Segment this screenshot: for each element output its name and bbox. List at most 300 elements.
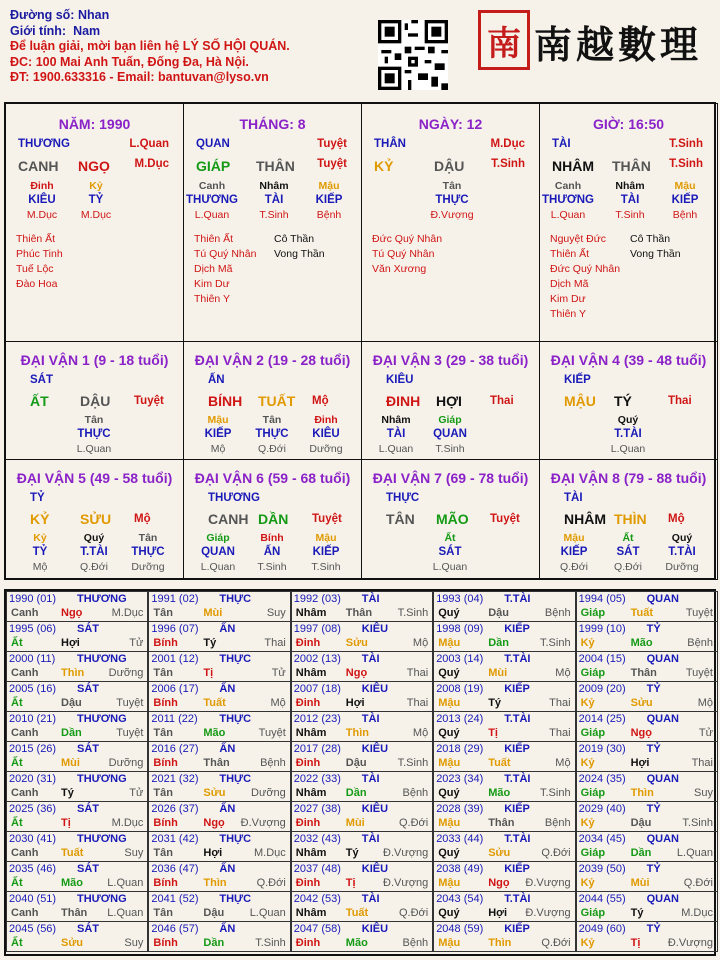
auspicious-star: Thiên Y bbox=[194, 293, 230, 305]
year-stem: Bính bbox=[153, 937, 178, 949]
year-life-stage: Mộ bbox=[412, 637, 429, 649]
ten-god: KIÊU bbox=[28, 194, 56, 206]
year-branch: Tý bbox=[203, 637, 217, 649]
year-star: SÁT bbox=[77, 863, 99, 875]
year-cell bbox=[148, 621, 290, 652]
year-label: 2019 (30) bbox=[578, 743, 626, 755]
hidden-stem: Nhâm bbox=[259, 180, 289, 192]
year-star: T.TÀI bbox=[504, 893, 531, 905]
year-star: THỰC bbox=[219, 833, 252, 845]
year-stem: Ất bbox=[11, 637, 23, 649]
year-cell bbox=[576, 891, 718, 922]
auspicious-star: Thiên Ất bbox=[550, 248, 590, 260]
dai-van-cell bbox=[183, 459, 362, 580]
year-branch: Tị bbox=[61, 817, 71, 829]
year-cell bbox=[6, 831, 148, 862]
year-cell bbox=[148, 801, 290, 832]
year-life-stage: Đ.Vượng bbox=[240, 817, 286, 829]
year-star: T.TÀI bbox=[504, 833, 531, 845]
dai-van-life-stage: L.Quan bbox=[76, 443, 112, 455]
dai-van-stem: ĐINH bbox=[386, 393, 421, 409]
year-branch: Thìn bbox=[61, 667, 85, 679]
year-stem: Tân bbox=[153, 727, 173, 739]
year-label: 1993 (04) bbox=[436, 593, 484, 605]
year-star: T.TÀI bbox=[504, 773, 531, 785]
year-star: KIẾP bbox=[504, 803, 530, 815]
year-branch: Tý bbox=[630, 907, 644, 919]
life-stage: Bệnh bbox=[672, 209, 698, 221]
auspicious-star: Đào Hoa bbox=[16, 278, 58, 290]
year-life-stage: Tuyệt bbox=[116, 727, 144, 739]
year-star: ẤN bbox=[219, 683, 236, 695]
year-label: 1990 (01) bbox=[9, 593, 57, 605]
year-life-stage: Suy bbox=[124, 937, 144, 949]
year-stem: Bính bbox=[153, 877, 178, 889]
year-stem: Canh bbox=[11, 607, 39, 619]
year-stem: Ất bbox=[11, 817, 23, 829]
dai-van-star: KIẾP bbox=[564, 374, 591, 386]
auspicious-star: Thiên Y bbox=[550, 308, 586, 320]
year-branch: Mão bbox=[203, 727, 226, 739]
dai-van-ten-god: ẤN bbox=[263, 546, 281, 558]
dai-van-branch: MÃO bbox=[436, 511, 469, 527]
dai-van-branch: DẦN bbox=[258, 511, 289, 527]
year-label: 2025 (36) bbox=[9, 803, 57, 815]
year-branch: Hợi bbox=[203, 847, 223, 859]
life-stage: M.Dục bbox=[80, 209, 112, 221]
year-stem: Đinh bbox=[295, 817, 321, 829]
year-label: 2003 (14) bbox=[436, 653, 484, 665]
year-star: KIÊU bbox=[361, 743, 389, 755]
ten-god: THỰC bbox=[435, 194, 469, 206]
yearly-table bbox=[4, 589, 716, 956]
dai-van-star: THỰC bbox=[386, 492, 420, 504]
year-life-stage: Thai bbox=[406, 667, 429, 679]
year-star: KIÊU bbox=[361, 803, 389, 815]
dai-van-star: THƯƠNG bbox=[208, 492, 260, 504]
life-stage: L.Quan bbox=[550, 209, 586, 221]
year-star: THƯƠNG bbox=[77, 773, 127, 785]
year-cell bbox=[6, 801, 148, 832]
year-star: KIẾP bbox=[504, 743, 530, 755]
dai-van-star: KIÊU bbox=[386, 374, 414, 386]
year-branch: Tị bbox=[345, 877, 356, 889]
dai-van-hidden-stem: Ất bbox=[444, 532, 456, 544]
year-life-stage: T.Sinh bbox=[397, 757, 429, 769]
year-life-stage: Bệnh bbox=[402, 787, 429, 799]
year-stem: Đinh bbox=[295, 877, 321, 889]
year-cell bbox=[433, 621, 575, 652]
year-branch: Tý bbox=[345, 847, 359, 859]
year-life-stage: Thai bbox=[406, 697, 429, 709]
year-cell bbox=[6, 591, 148, 622]
year-cell bbox=[576, 651, 718, 682]
year-label: 2014 (25) bbox=[578, 713, 626, 725]
year-label: 2000 (11) bbox=[9, 653, 56, 665]
dai-van-status: Tuyệt bbox=[490, 513, 520, 525]
year-star: TỶ bbox=[646, 623, 661, 635]
year-life-stage: Tử bbox=[129, 637, 144, 649]
dai-van-branch: SỬU bbox=[80, 511, 112, 527]
year-branch: Dần bbox=[61, 727, 82, 739]
year-star: ẤN bbox=[219, 863, 236, 875]
year-life-stage: Thai bbox=[264, 637, 286, 649]
year-label: 2041 (52) bbox=[151, 893, 199, 905]
year-cell bbox=[576, 771, 718, 802]
dai-van-life-stage: T.Sinh bbox=[435, 443, 465, 455]
year-branch: Dậu bbox=[61, 697, 82, 709]
year-cell bbox=[6, 741, 148, 772]
dai-van-hidden-stem: Ất bbox=[622, 532, 634, 544]
name-value: Nhan bbox=[77, 8, 110, 22]
year-stem: Quý bbox=[438, 847, 460, 859]
year-life-stage: Tuyệt bbox=[116, 697, 144, 709]
year-star: THƯƠNG bbox=[77, 893, 127, 905]
year-cell bbox=[291, 591, 433, 622]
year-cell bbox=[433, 651, 575, 682]
year-star: SÁT bbox=[77, 683, 99, 695]
year-star: TỶ bbox=[646, 803, 661, 815]
year-cell bbox=[433, 741, 575, 772]
year-cell bbox=[291, 681, 433, 712]
dai-van-stem: KỶ bbox=[30, 511, 50, 527]
year-label: 1994 (05) bbox=[578, 593, 626, 605]
year-branch: Ngọ bbox=[61, 607, 83, 619]
year-label: 2017 (28) bbox=[293, 743, 341, 755]
dai-van-branch: DẬU bbox=[80, 393, 111, 409]
year-branch: Dậu bbox=[345, 757, 367, 769]
year-life-stage: Đ.Vượng bbox=[525, 907, 571, 919]
dai-van-title: ĐẠI VẬN 2 (19 - 28 tuổi) bbox=[194, 352, 351, 368]
year-stem: Mậu bbox=[438, 697, 461, 709]
year-stem: Tân bbox=[153, 667, 173, 679]
year-star: KIÊU bbox=[361, 923, 389, 935]
year-stem: Tân bbox=[153, 847, 173, 859]
dai-van-hidden-stem: Bính bbox=[260, 532, 284, 544]
year-star: ẤN bbox=[219, 743, 236, 755]
year-branch: Ngọ bbox=[345, 667, 368, 679]
pillar-title: THÁNG: 8 bbox=[239, 116, 306, 132]
year-label: 2008 (19) bbox=[436, 683, 484, 695]
year-label: 2038 (49) bbox=[436, 863, 484, 875]
year-cell bbox=[6, 891, 148, 922]
pillar-title: NĂM: 1990 bbox=[58, 116, 131, 132]
year-label: 2011 (22) bbox=[151, 713, 198, 725]
year-star: SÁT bbox=[77, 803, 99, 815]
dai-van-life-stage: L.Quan bbox=[610, 443, 646, 455]
year-star: KIÊU bbox=[361, 623, 389, 635]
year-cell bbox=[291, 741, 433, 772]
year-life-stage: Bệnh bbox=[402, 937, 429, 949]
year-life-stage: Đ.Vượng bbox=[383, 847, 429, 859]
year-stem: Mậu bbox=[438, 757, 461, 769]
auspicious-star: Thiên Ất bbox=[194, 233, 234, 245]
year-cell bbox=[6, 711, 148, 742]
year-label: 1992 (03) bbox=[293, 593, 341, 605]
year-label: 2045 (56) bbox=[9, 923, 57, 935]
dai-van-life-stage: L.Quan bbox=[432, 561, 468, 573]
year-star: T.TÀI bbox=[504, 593, 531, 605]
dai-van-status: Mộ bbox=[134, 513, 151, 525]
year-stem: Giáp bbox=[580, 847, 606, 859]
year-stem: Kỷ bbox=[580, 937, 595, 949]
year-stem: Canh bbox=[11, 847, 39, 859]
year-life-stage: Bệnh bbox=[544, 817, 571, 829]
year-stem: Đinh bbox=[295, 697, 321, 709]
year-life-stage: T.Sinh bbox=[397, 607, 429, 619]
year-stem: Giáp bbox=[580, 667, 606, 679]
year-branch: Dần bbox=[345, 787, 367, 799]
earthly-branch: DẬU bbox=[434, 158, 465, 174]
year-stem: Kỷ bbox=[580, 877, 595, 889]
dai-van-life-stage: T.Sinh bbox=[257, 561, 287, 573]
ten-god: THƯƠNG bbox=[542, 194, 594, 206]
year-cell bbox=[576, 591, 718, 622]
year-stem: Canh bbox=[11, 667, 39, 679]
dai-van-title: ĐẠI VẬN 1 (9 - 18 tuổi) bbox=[20, 352, 169, 368]
dai-van-cell bbox=[5, 459, 184, 580]
year-label: 2004 (15) bbox=[578, 653, 626, 665]
year-life-stage: Mộ bbox=[270, 697, 286, 709]
name-label: Đường số: bbox=[10, 8, 75, 22]
dai-van-hidden-stem: Tân bbox=[138, 532, 158, 544]
dai-van-hidden-stem: Quý bbox=[83, 532, 105, 544]
year-label: 2031 (42) bbox=[151, 833, 199, 845]
dai-van-hidden-stem: Giáp bbox=[206, 532, 230, 544]
auspicious-star: Dịch Mã bbox=[550, 278, 589, 290]
year-life-stage: Tử bbox=[129, 787, 144, 799]
year-stem: Kỷ bbox=[580, 697, 595, 709]
year-label: 2012 (23) bbox=[293, 713, 341, 725]
year-life-stage: Tử bbox=[271, 667, 286, 679]
auspicious-star: Phúc Tinh bbox=[16, 248, 63, 260]
year-stem: Quý bbox=[438, 667, 460, 679]
pillar-top-star: QUAN bbox=[196, 138, 230, 150]
year-label: 2049 (60) bbox=[578, 923, 626, 935]
year-branch: Tị bbox=[488, 727, 498, 739]
year-stem: Bính bbox=[153, 637, 178, 649]
year-life-stage: Mộ bbox=[555, 757, 571, 769]
year-stem: Nhâm bbox=[295, 787, 327, 799]
year-stem: Ất bbox=[11, 877, 23, 889]
dai-van-life-stage: Q.Đới bbox=[80, 561, 108, 573]
pillar-top-status: M.Dục bbox=[490, 138, 525, 150]
pillar-cell bbox=[5, 103, 184, 342]
year-life-stage: L.Quan bbox=[676, 847, 713, 859]
year-cell bbox=[576, 621, 718, 652]
life-stage: Bệnh bbox=[316, 209, 342, 221]
dai-van-ten-god: THỰC bbox=[77, 428, 111, 440]
year-label: 2005 (16) bbox=[9, 683, 57, 695]
year-branch: Mùi bbox=[488, 667, 508, 679]
heavenly-stem: KỶ bbox=[374, 158, 394, 174]
dai-van-cell bbox=[361, 459, 540, 580]
year-stem: Canh bbox=[11, 787, 39, 799]
year-label: 2024 (35) bbox=[578, 773, 626, 785]
year-label: 2037 (48) bbox=[293, 863, 341, 875]
pillar-top-status: T.Sinh bbox=[669, 138, 703, 150]
year-star: ẤN bbox=[219, 803, 236, 815]
hidden-stem: Mậu bbox=[318, 180, 340, 192]
year-stem: Đinh bbox=[295, 757, 321, 769]
year-life-stage: Bệnh bbox=[544, 607, 571, 619]
year-label: 2027 (38) bbox=[293, 803, 341, 815]
hidden-stem: Nhâm bbox=[615, 180, 645, 192]
year-cell bbox=[433, 801, 575, 832]
dai-van-life-stage: Q.Đới bbox=[560, 561, 588, 573]
year-cell bbox=[291, 921, 433, 952]
dai-van-life-stage: Mộ bbox=[32, 561, 48, 573]
year-star: THỰC bbox=[219, 893, 252, 905]
year-cell bbox=[433, 711, 575, 742]
year-life-stage: Tử bbox=[698, 727, 713, 739]
year-star: THỰC bbox=[219, 713, 252, 725]
dai-van-cell bbox=[361, 341, 540, 460]
dai-van-hidden-stem: Quý bbox=[617, 414, 639, 426]
year-label: 2015 (26) bbox=[9, 743, 57, 755]
dai-van-life-stage: Dưỡng bbox=[131, 561, 165, 573]
year-life-stage: Dưỡng bbox=[251, 787, 286, 799]
pillar-top-status: L.Quan bbox=[129, 138, 169, 150]
year-star: THỰC bbox=[219, 773, 252, 785]
dai-van-stem: ẤT bbox=[30, 393, 49, 409]
dai-van-branch: TÝ bbox=[614, 393, 632, 409]
year-star: KIÊU bbox=[361, 863, 389, 875]
dai-van-status: Mộ bbox=[312, 395, 329, 407]
year-branch: Mùi bbox=[203, 607, 223, 619]
year-star: ẤN bbox=[219, 923, 236, 935]
dai-van-ten-god: QUAN bbox=[433, 428, 467, 440]
year-life-stage: T.Sinh bbox=[255, 937, 286, 949]
inauspicious-star: Vong Thần bbox=[630, 248, 681, 260]
dai-van-ten-god: THỰC bbox=[255, 428, 289, 440]
year-stem: Mậu bbox=[438, 877, 461, 889]
year-cell bbox=[576, 711, 718, 742]
year-branch: Dậu bbox=[630, 817, 652, 829]
inauspicious-star: Vong Thần bbox=[274, 248, 325, 260]
year-stem: Tân bbox=[153, 907, 173, 919]
heavenly-stem: NHÂM bbox=[552, 158, 594, 174]
year-cell bbox=[576, 681, 718, 712]
dai-van-cell bbox=[539, 459, 718, 580]
year-label: 2042 (53) bbox=[293, 893, 341, 905]
year-star: QUAN bbox=[646, 593, 679, 605]
year-life-stage: T.Sinh bbox=[540, 787, 571, 799]
header-info bbox=[10, 8, 290, 86]
year-branch: Thân bbox=[61, 907, 88, 919]
dai-van-cell bbox=[183, 341, 362, 460]
dai-van-hidden-stem: Kỷ bbox=[33, 532, 47, 544]
contact-line: Để luận giải, mời bạn liên hệ LÝ SỐ HỘI QUÁN. bbox=[10, 39, 290, 53]
gender-label: Giới tính: bbox=[10, 23, 67, 38]
year-life-stage: Q.Đới bbox=[398, 907, 429, 919]
year-star: TỶ bbox=[646, 683, 661, 695]
year-branch: Tuất bbox=[345, 907, 369, 919]
year-stem: Quý bbox=[438, 907, 460, 919]
ten-god: TỶ bbox=[88, 194, 104, 206]
dai-van-ten-god: TỶ bbox=[32, 546, 48, 558]
auspicious-star: Đức Quý Nhân bbox=[550, 263, 621, 275]
auspicious-star: Dịch Mã bbox=[194, 263, 233, 275]
year-label: 2018 (29) bbox=[436, 743, 484, 755]
year-star: SÁT bbox=[77, 743, 99, 755]
year-cell bbox=[148, 771, 290, 802]
year-life-stage: M.Dục bbox=[254, 847, 286, 859]
year-label: 2043 (54) bbox=[436, 893, 484, 905]
year-cell bbox=[291, 891, 433, 922]
dai-van-title: ĐẠI VẬN 4 (39 - 48 tuổi) bbox=[550, 352, 707, 368]
year-life-stage: T.Sinh bbox=[682, 817, 713, 829]
pillar-title: NGÀY: 12 bbox=[418, 116, 483, 132]
year-cell bbox=[6, 771, 148, 802]
dai-van-life-stage: Mộ bbox=[210, 443, 226, 455]
year-stem: Bính bbox=[153, 817, 178, 829]
year-star: SÁT bbox=[77, 623, 99, 635]
year-label: 1995 (06) bbox=[9, 623, 57, 635]
year-cell bbox=[6, 681, 148, 712]
address-line: ĐC: 100 Mai Anh Tuấn, Đống Đa, Hà Nội. bbox=[10, 54, 249, 69]
year-branch: Mùi bbox=[630, 877, 650, 889]
ten-god: KIẾP bbox=[671, 194, 699, 206]
dai-van-title: ĐẠI VẬN 5 (49 - 58 tuổi) bbox=[16, 470, 173, 486]
year-cell bbox=[576, 861, 718, 892]
dai-van-ten-god: KIẾP bbox=[204, 428, 232, 440]
dai-van-hidden-stem: Mậu bbox=[207, 414, 229, 426]
year-cell bbox=[433, 891, 575, 922]
year-life-stage: Suy bbox=[124, 847, 144, 859]
year-stem: Nhâm bbox=[295, 847, 327, 859]
dai-van-life-stage: L.Quan bbox=[378, 443, 414, 455]
dai-van-status: Thai bbox=[668, 395, 692, 407]
dai-van-status: Tuyệt bbox=[134, 395, 164, 407]
year-branch: Hợi bbox=[630, 757, 650, 769]
year-stem: Mậu bbox=[438, 637, 461, 649]
year-branch: Tị bbox=[630, 937, 641, 949]
pillar-top-star: TÀI bbox=[552, 138, 571, 150]
ten-god: TÀI bbox=[620, 194, 640, 206]
year-label: 2023 (34) bbox=[436, 773, 484, 785]
year-stem: Đinh bbox=[295, 937, 321, 949]
year-label: 2009 (20) bbox=[578, 683, 626, 695]
year-label: 2028 (39) bbox=[436, 803, 484, 815]
auspicious-star: Kim Dư bbox=[194, 278, 230, 290]
auspicious-star: Tú Quý Nhân bbox=[372, 248, 435, 260]
year-life-stage: Mộ bbox=[697, 697, 713, 709]
year-cell bbox=[148, 591, 290, 622]
year-life-stage: M.Dục bbox=[111, 817, 144, 829]
year-star: QUAN bbox=[646, 833, 679, 845]
year-stem: Quý bbox=[438, 727, 460, 739]
year-star: THỰC bbox=[219, 593, 252, 605]
year-life-stage: Đ.Vượng bbox=[525, 877, 571, 889]
auspicious-star: Kim Dư bbox=[550, 293, 586, 305]
year-stem: Bính bbox=[153, 757, 178, 769]
dai-van-hidden-stem: Nhâm bbox=[381, 414, 411, 426]
ten-god: TÀI bbox=[264, 194, 284, 206]
year-branch: Mùi bbox=[61, 757, 80, 769]
hidden-stem: Tân bbox=[442, 180, 462, 192]
year-branch: Mùi bbox=[345, 817, 365, 829]
year-label: 2032 (43) bbox=[293, 833, 341, 845]
year-branch: Tuất bbox=[61, 847, 84, 859]
year-star: TỶ bbox=[646, 743, 661, 755]
year-branch: Thìn bbox=[488, 937, 512, 949]
year-cell bbox=[148, 921, 290, 952]
year-label: 2033 (44) bbox=[436, 833, 484, 845]
dai-van-stem: NHÂM bbox=[564, 511, 606, 527]
year-cell bbox=[148, 651, 290, 682]
year-branch: Sửu bbox=[488, 847, 511, 859]
